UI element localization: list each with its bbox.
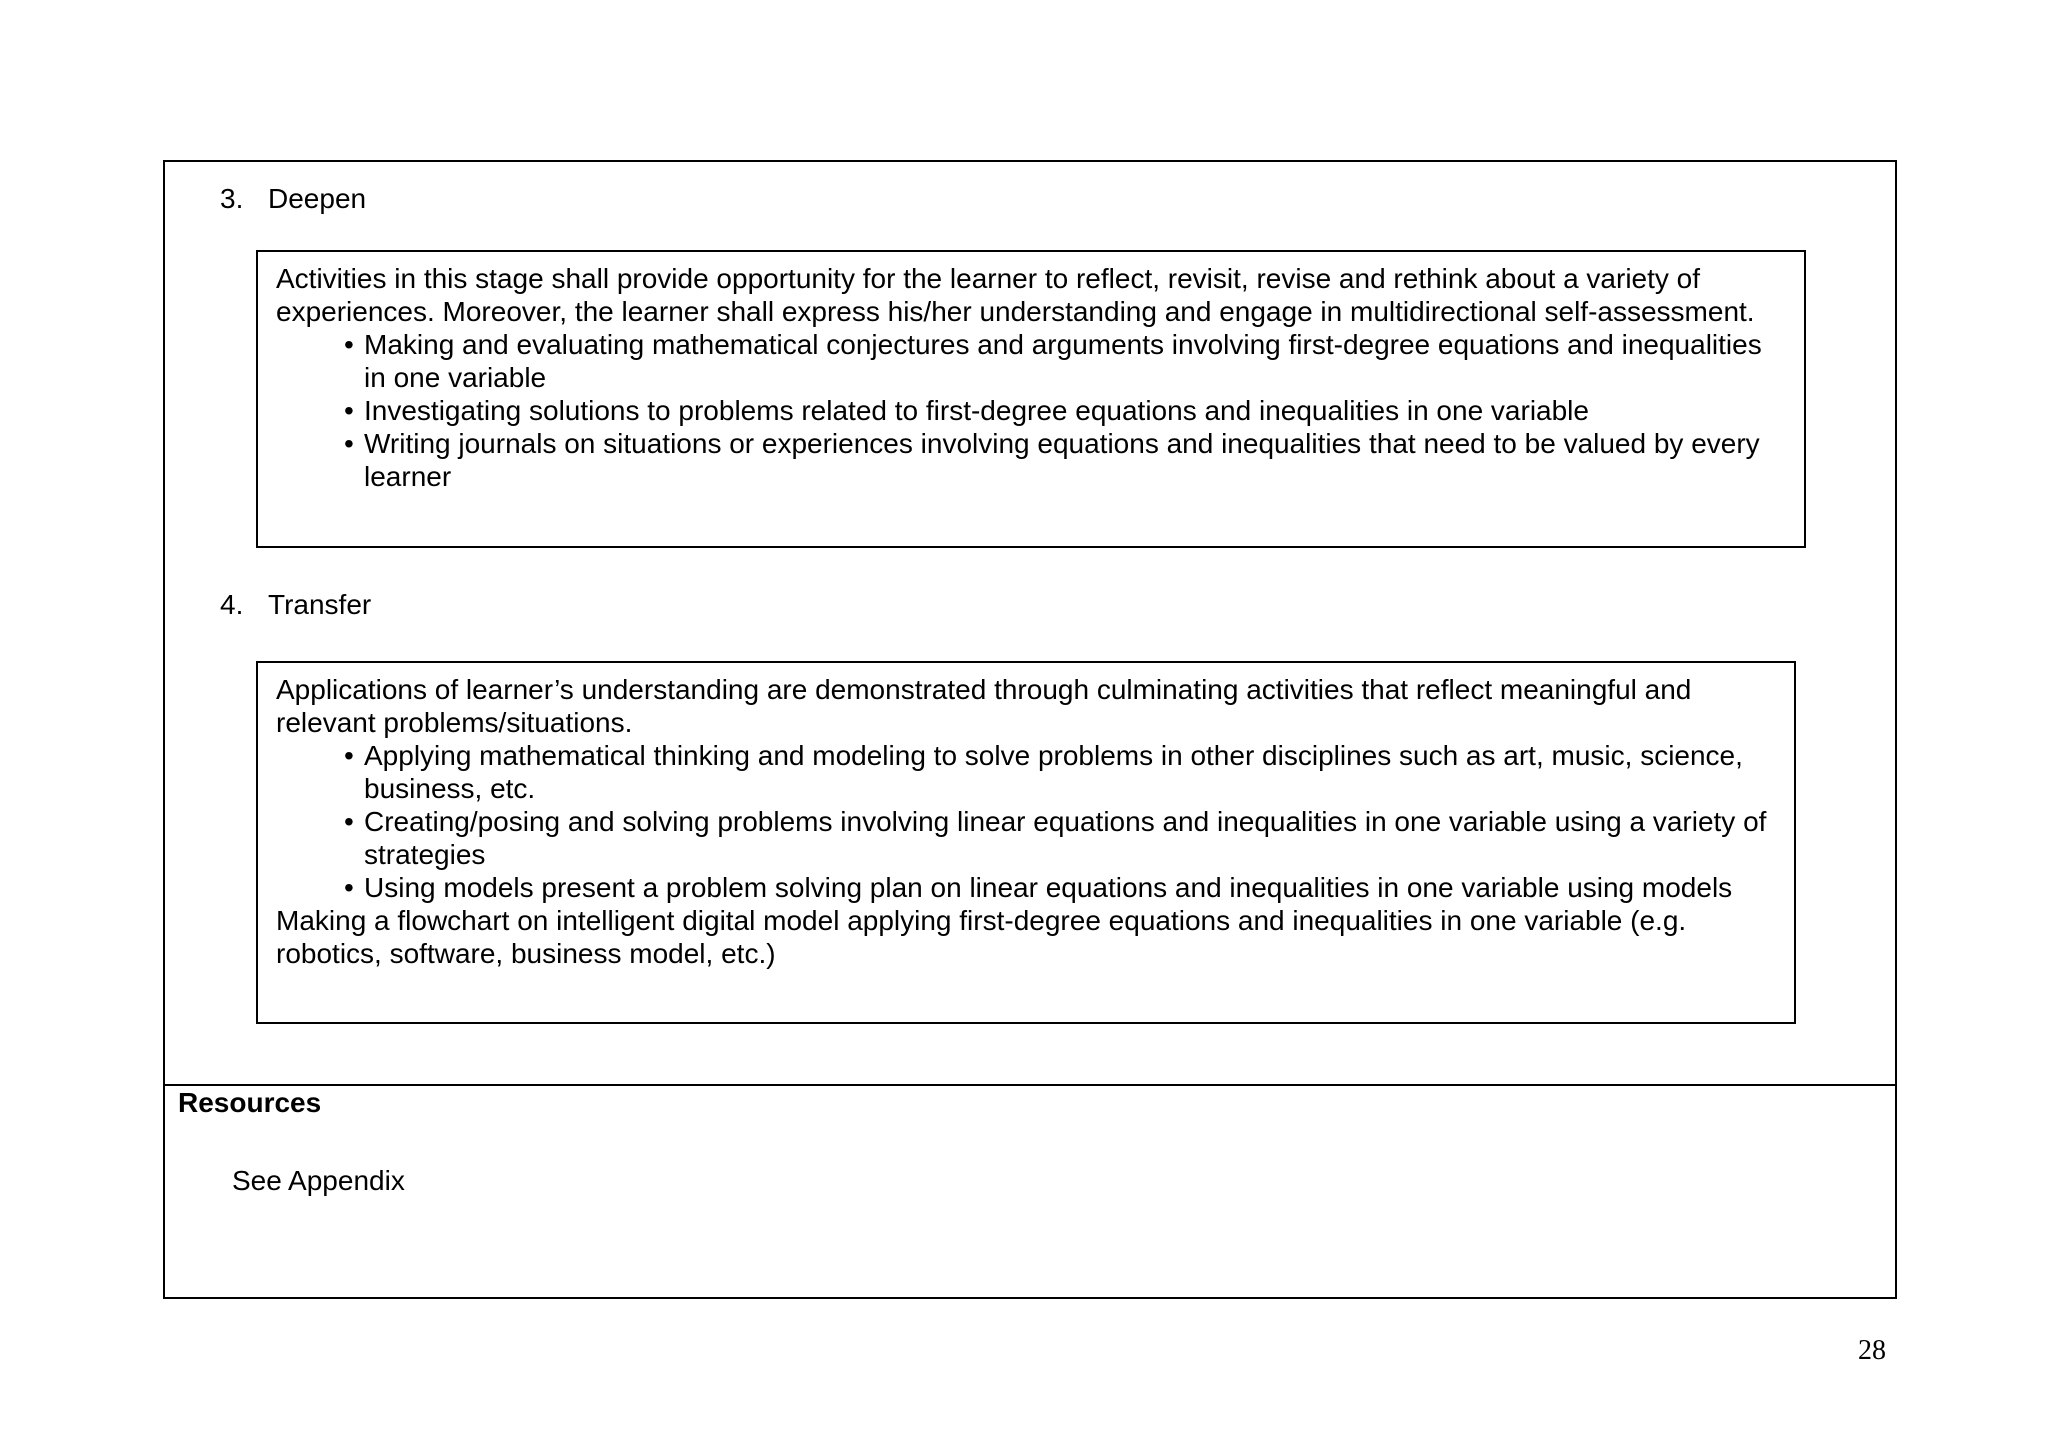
deepen-bullet-1 xyxy=(276,328,1786,394)
bullet-icon: • xyxy=(344,872,354,903)
deepen-bullet-2-text: Investigating solutions to problems related to first-degree equations and inequalities in one variable xyxy=(364,395,1589,426)
deepen-box xyxy=(256,250,1806,548)
bullet-icon: • xyxy=(344,740,354,771)
content-table xyxy=(163,160,1897,1299)
bullet-icon: • xyxy=(344,329,354,360)
deepen-title: Deepen xyxy=(268,183,367,214)
transfer-bullet-3 xyxy=(276,871,1776,904)
bullet-icon: • xyxy=(344,395,354,426)
transfer-box xyxy=(256,661,1796,1024)
transfer-closing: Making a flowchart on intelligent digital model applying first-degree equations and inequalities in one variable (e.g. robotics, software, business model, etc.) xyxy=(276,905,1687,969)
transfer-bullet-2 xyxy=(276,805,1776,871)
deepen-intro: Activities in this stage shall provide opportunity for the learner to reflect, revisit, revise and rethink about a variety of experiences. Moreover, the learner shall express his/her understanding and engage in multidirectional self-assessment. xyxy=(276,263,1755,327)
transfer-bullet-list xyxy=(276,739,1776,904)
transfer-bullet-3-text: Using models present a problem solving plan on linear equations and inequalities in one variable using models xyxy=(364,872,1733,903)
transfer-bullet-1-text: Applying mathematical thinking and modeling to solve problems in other disciplines such as art, music, science, business, etc. xyxy=(364,740,1743,804)
deepen-bullet-3 xyxy=(276,427,1786,493)
deepen-number: 3. xyxy=(220,183,244,214)
transfer-title: Transfer xyxy=(268,589,372,620)
transfer-number: 4. xyxy=(220,589,244,620)
resources-heading: Resources xyxy=(178,1087,322,1118)
resources-text: See Appendix xyxy=(232,1165,405,1196)
section-divider xyxy=(165,1084,1895,1086)
transfer-intro: Applications of learner’s understanding are demonstrated through culminating activities that reflect meaningful and relevant problems/situations. xyxy=(276,674,1692,738)
bullet-icon: • xyxy=(344,806,354,837)
bullet-icon: • xyxy=(344,428,354,459)
deepen-bullet-2 xyxy=(276,394,1786,427)
deepen-bullet-3-text: Writing journals on situations or experiences involving equations and inequalities that need to be valued by every learner xyxy=(364,428,1760,492)
deepen-bullet-1-text: Making and evaluating mathematical conjectures and arguments involving first-degree equations and inequalities in one variable xyxy=(364,329,1762,393)
transfer-heading xyxy=(220,588,371,622)
transfer-bullet-1 xyxy=(276,739,1776,805)
transfer-bullet-2-text: Creating/posing and solving problems involving linear equations and inequalities in one variable using a variety of strategies xyxy=(364,806,1767,870)
deepen-heading xyxy=(220,182,366,216)
page-number: 28 xyxy=(1858,1335,1886,1366)
deepen-bullet-list xyxy=(276,328,1786,493)
